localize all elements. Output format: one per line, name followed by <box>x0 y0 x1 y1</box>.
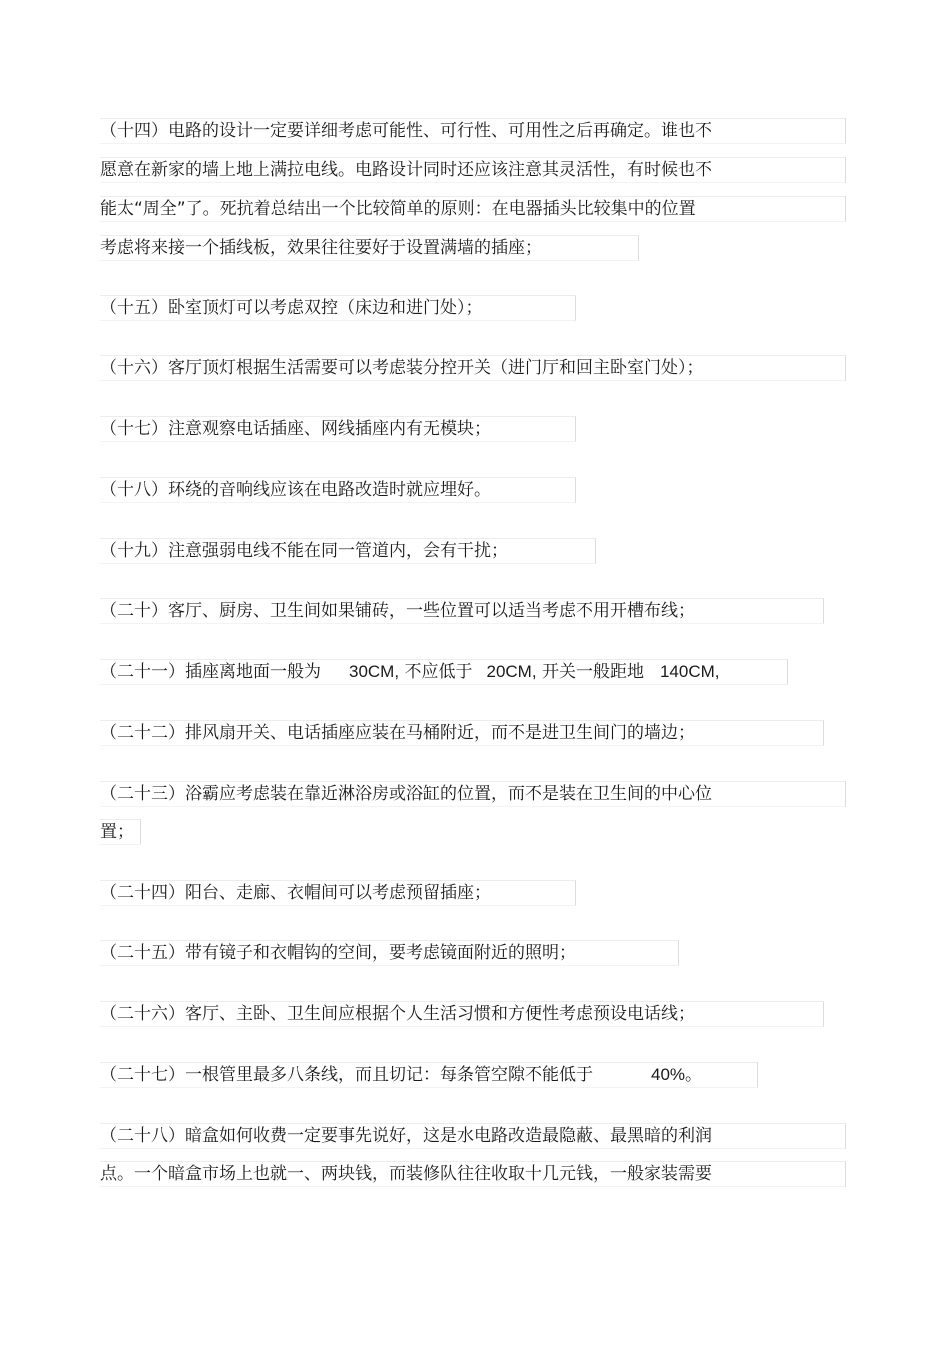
item-19: （十九）注意强弱电线不能在同一管道内，会有干扰； <box>100 538 596 564</box>
item-27-prefix: （二十七）一根管里最多八条线，而且切记：每条管空隙不能低于 <box>100 1065 593 1085</box>
item-21-mid: 不应低于 <box>404 662 473 682</box>
item-14-line-1: （十四）电路的设计一定要详细考虑可能性、可行性、可用性之后再确定。谁也不 <box>100 118 846 144</box>
item-28-line-2: 点。一个暗盒市场上也就一、两块钱，而装修队往往收取十几元钱，一般家装需要 <box>100 1161 846 1187</box>
item-15: （十五）卧室顶灯可以考虑双控（床边和进门处）； <box>100 295 576 321</box>
item-21-value-30cm: 30CM, <box>349 662 400 681</box>
item-27 <box>100 1062 758 1088</box>
item-14-line-2: 愿意在新家的墙上地上满拉电线。电路设计同时还应该注意其灵活性，有时候也不 <box>100 157 846 183</box>
item-26: （二十六）客厅、主卧、卫生间应根据个人生活习惯和方便性考虑预设电话线； <box>100 1001 824 1027</box>
item-24: （二十四）阳台、走廊、衣帽间可以考虑预留插座； <box>100 880 576 906</box>
item-21-value-20cm: 20CM, <box>486 662 537 681</box>
item-23-line-2: 置； <box>100 819 141 845</box>
item-21-value-140cm: 140CM, <box>659 662 720 681</box>
item-21-prefix: （二十一）插座离地面一般为 <box>100 662 321 682</box>
item-23-line-1: （二十三）浴霸应考虑装在靠近淋浴房或浴缸的位置，而不是装在卫生间的中心位 <box>100 781 846 807</box>
item-27-value-40pct: 40%。 <box>651 1065 703 1084</box>
item-16: （十六）客厅顶灯根据生活需要可以考虑装分控开关（进门厅和回主卧室门处）； <box>100 355 846 381</box>
item-14-line-4: 考虑将来接一个插线板，效果往往要好于设置满墙的插座； <box>100 235 639 261</box>
item-25: （二十五）带有镜子和衣帽钩的空间，要考虑镜面附近的照明； <box>100 940 679 966</box>
item-21 <box>100 659 788 685</box>
item-20: （二十）客厅、厨房、卫生间如果铺砖，一些位置可以适当考虑不用开槽布线； <box>100 598 824 624</box>
item-28-line-1: （二十八）暗盒如何收费一定要事先说好，这是水电路改造最隐蔽、最黑暗的利润 <box>100 1123 846 1149</box>
item-22: （二十二）排风扇开关、电话插座应装在马桶附近，而不是进卫生间门的墙边； <box>100 720 824 746</box>
item-18: （十八）环绕的音响线应该在电路改造时就应埋好。 <box>100 477 576 503</box>
item-21-mid2: 开关一般距地 <box>541 662 644 682</box>
item-17: （十七）注意观察电话插座、网线插座内有无模块； <box>100 416 576 442</box>
item-14-line-3: 能太“周全”了。死抗着总结出一个比较简单的原则：在电器插头比较集中的位置 <box>100 196 846 222</box>
